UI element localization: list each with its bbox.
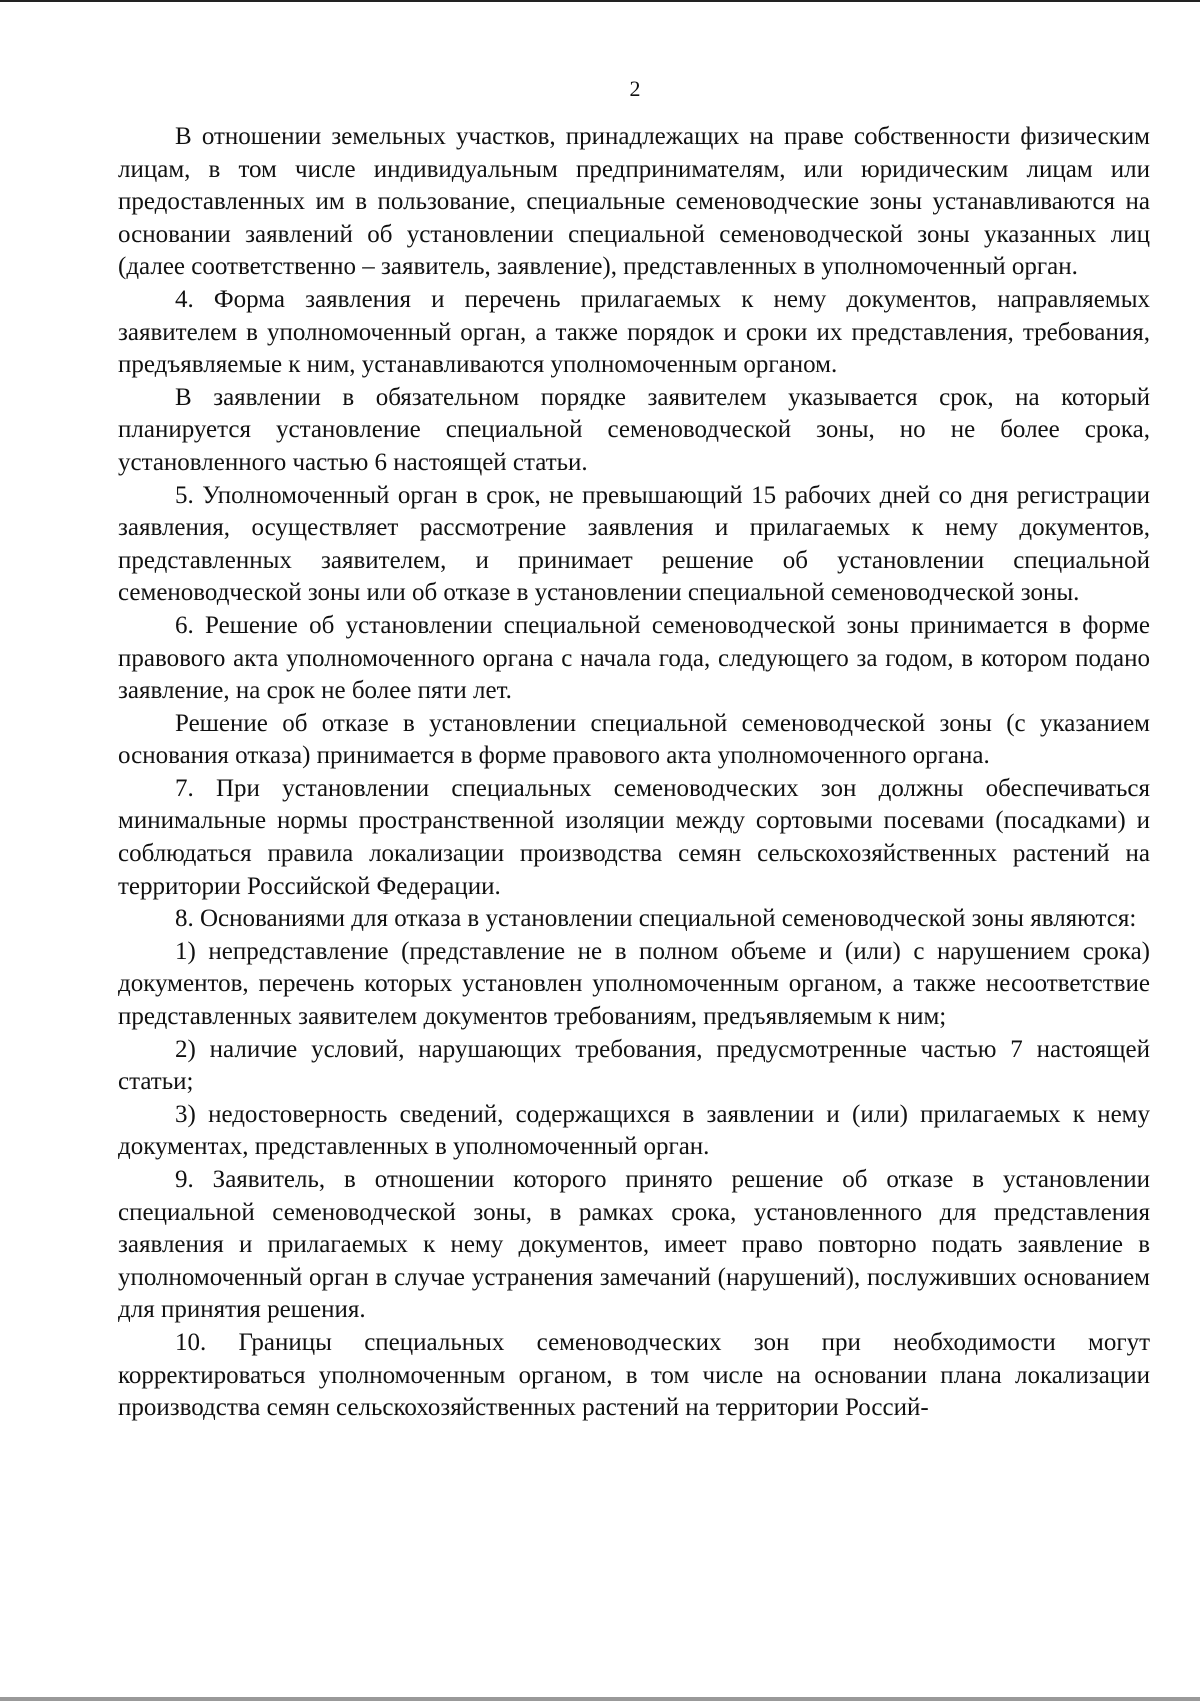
paragraph-6-decision: 6. Решение об установлении специальной семеноводческой зоны принимается в форме правового акта уполномоченного органа с начала года, следующего за годом, в котором подано заявление, на срок не более пяти лет.	[118, 611, 1150, 705]
list-item-3-unreliable-data: 3) недостоверность сведений, содержащихся в заявлении и (или) прилагаемых к нему документах, представленных в уполномоченный орган.	[118, 1100, 1150, 1161]
paragraph-4-application-form: 4. Форма заявления и перечень прилагаемых к нему документов, направляемых заявителем в уполномоченный орган, а также порядок и сроки их представления, требования, предъявляемые к ним, устанавливаются уполномоченным органом.	[118, 285, 1150, 379]
paragraph-9-resubmission: 9. Заявитель, в отношении которого принято решение об отказе в установлении специальной семеноводческой зоны, в рамках срока, установленного для представления заявления и прилагаемых к нему документов, имеет право повторно подать заявление в уполномоченный орган в случае устранения замечаний (нарушений), послуживших основанием для принятия решения.	[118, 1166, 1150, 1324]
paragraph-8-refusal-grounds: 8. Основаниями для отказа в установлении специальной семеноводческой зоны являются:	[175, 905, 1137, 933]
list-item-1-non-submission: 1) непредставление (представление не в полном объеме и (или) с нарушением срока) документов, перечень которых установлен уполномоченным органом, а также несоответствие представленных заявителем документов требованиям, предъявляемым к ним;	[118, 937, 1150, 1031]
scan-bottom-edge	[0, 1697, 1200, 1701]
scan-top-edge	[0, 0, 1200, 2]
paragraph-10-boundaries: 10. Границы специальных семеноводческих зон при необходимости могут корректироваться уполномоченным органом, в том числе на основании плана локализации производства семян сельскохозяйственных растений на территории Россий-	[118, 1328, 1150, 1422]
paragraph-6-refusal-decision: Решение об отказе в установлении специальной семеноводческой зоны (с указанием основания отказа) принимается в форме правового акта уполномоченного органа.	[118, 709, 1150, 770]
list-item-2-conditions: 2) наличие условий, нарушающих требования, предусмотренные частью 7 настоящей статьи;	[118, 1035, 1150, 1096]
page-number: 2	[629, 76, 641, 101]
paragraph-5-review: 5. Уполномоченный орган в срок, не превышающий 15 рабочих дней со дня регистрации заявления, осуществляет рассмотрение заявления и прилагаемых к нему документов, представленных заявителем, и принимает решение об установлении специальной семеноводческой зоны или об отказе в установлении специальной семеноводческой зоны.	[118, 481, 1150, 607]
paragraph-7-isolation: 7. При установлении специальных семеноводческих зон должны обеспечиваться минимальные нормы пространственной изоляции между сортовыми посевами (посадками) и соблюдаться правила локализации производства семян сельскохозяйственных растений на территории Российской Федерации.	[118, 774, 1150, 900]
paragraph-landowners-intro: В отношении земельных участков, принадлежащих на праве собственности физическим лицам, в том числе индивидуальным предпринимателям, или юридическим лицам или предоставленных им в пользование, специальные семеноводческие зоны устанавливаются на основании заявлений об установлении специальной семеноводческой зоны указанных лиц (далее соответственно – заявитель, заявление), представленных в уполномоченный орган.	[118, 123, 1150, 281]
body-text	[118, 121, 1150, 1425]
paragraph-4-application-term: В заявлении в обязательном порядке заявителем указывается срок, на который планируется установление специальной семеноводческой зоны, но не более срока, установленного частью 6 настоящей статьи.	[118, 383, 1150, 476]
